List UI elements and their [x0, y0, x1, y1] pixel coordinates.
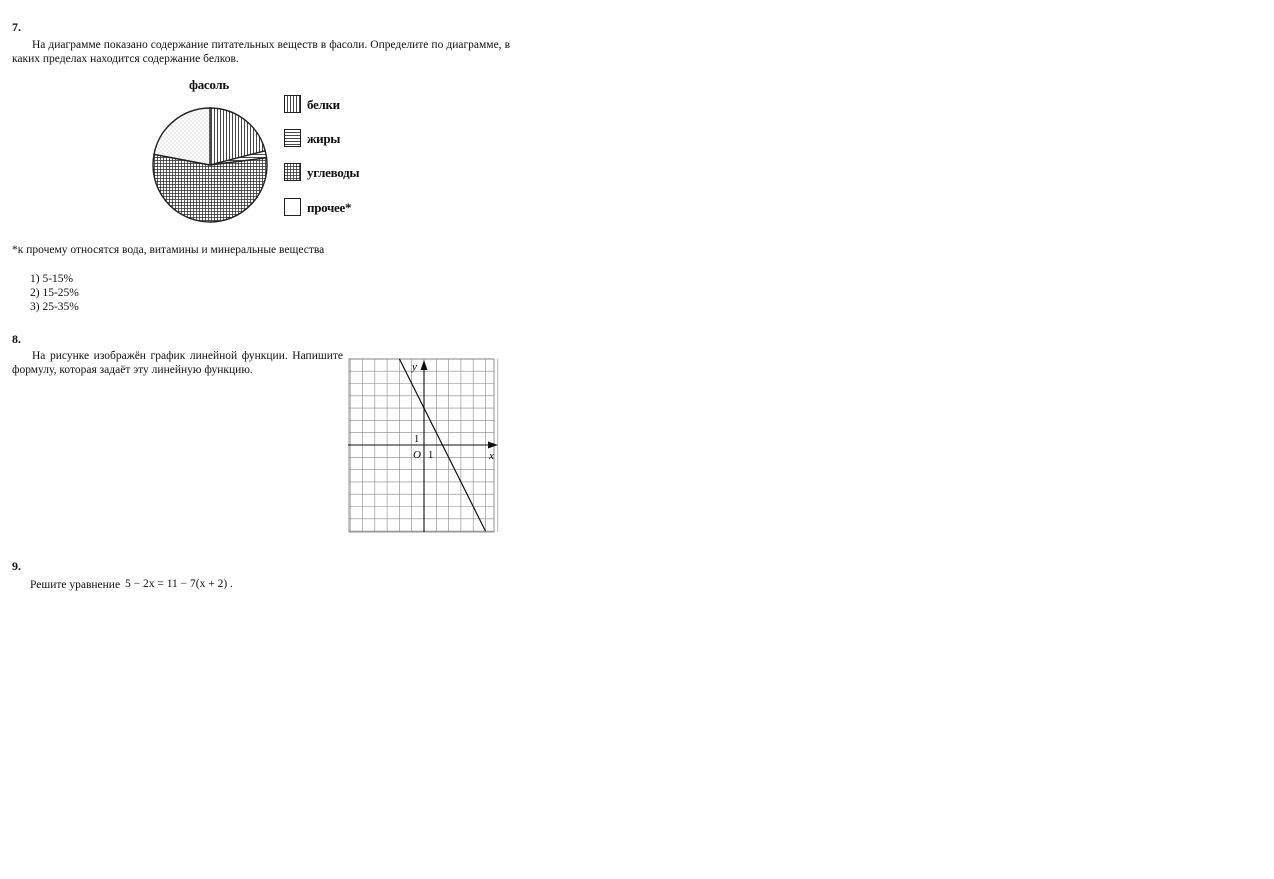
legend-swatch-fats	[284, 129, 302, 147]
x-unit-label: 1	[428, 450, 434, 461]
y-unit-label: 1	[414, 434, 420, 445]
problem-9-equation: 5 − 2x = 11 − 7(x + 2) .	[125, 578, 233, 590]
legend-label-other: прочее*	[307, 200, 352, 215]
legend-swatch-other	[284, 198, 302, 216]
legend-label-carbs: углеводы	[307, 165, 360, 180]
problem-8-text: На рисунке изображён график линейной функции. Напишите формулу, которая задаёт эту линейную функцию.	[12, 350, 343, 376]
legend-swatch-carbs	[284, 163, 302, 181]
legend-label-fats: жиры	[307, 131, 341, 146]
y-axis-label: y	[412, 361, 417, 373]
problem-7-number: 7.	[12, 20, 21, 34]
answer-option-3: 3) 25-35%	[30, 301, 79, 313]
pie-footnote: *к прочему относятся вода, витамины и минеральные вещества	[12, 244, 325, 256]
problem-7-text: На диаграмме показано содержание питательных веществ в фасоли. Определите по диаграмме, в каких пределах находится содержание белков.	[12, 39, 510, 65]
problem-8-number: 8.	[12, 332, 21, 346]
y-axis-arrow-icon	[421, 360, 428, 370]
legend-label-proteins: белки	[307, 97, 340, 112]
pie-slice-other	[154, 108, 210, 165]
x-axis-arrow-icon	[488, 442, 498, 449]
pie-chart-title: фасоль	[189, 77, 229, 92]
legend-swatch-proteins	[284, 95, 302, 113]
origin-label: O	[413, 449, 421, 461]
problem-9-number: 9.	[12, 559, 21, 573]
answer-option-1: 1) 5-15%	[30, 273, 74, 285]
pie-chart	[148, 94, 274, 234]
answer-option-2: 2) 15-25%	[30, 287, 79, 299]
x-axis-label: x	[489, 450, 494, 462]
problem-9-text: Решите уравнение	[30, 579, 121, 591]
linear-function-graph	[348, 358, 500, 534]
